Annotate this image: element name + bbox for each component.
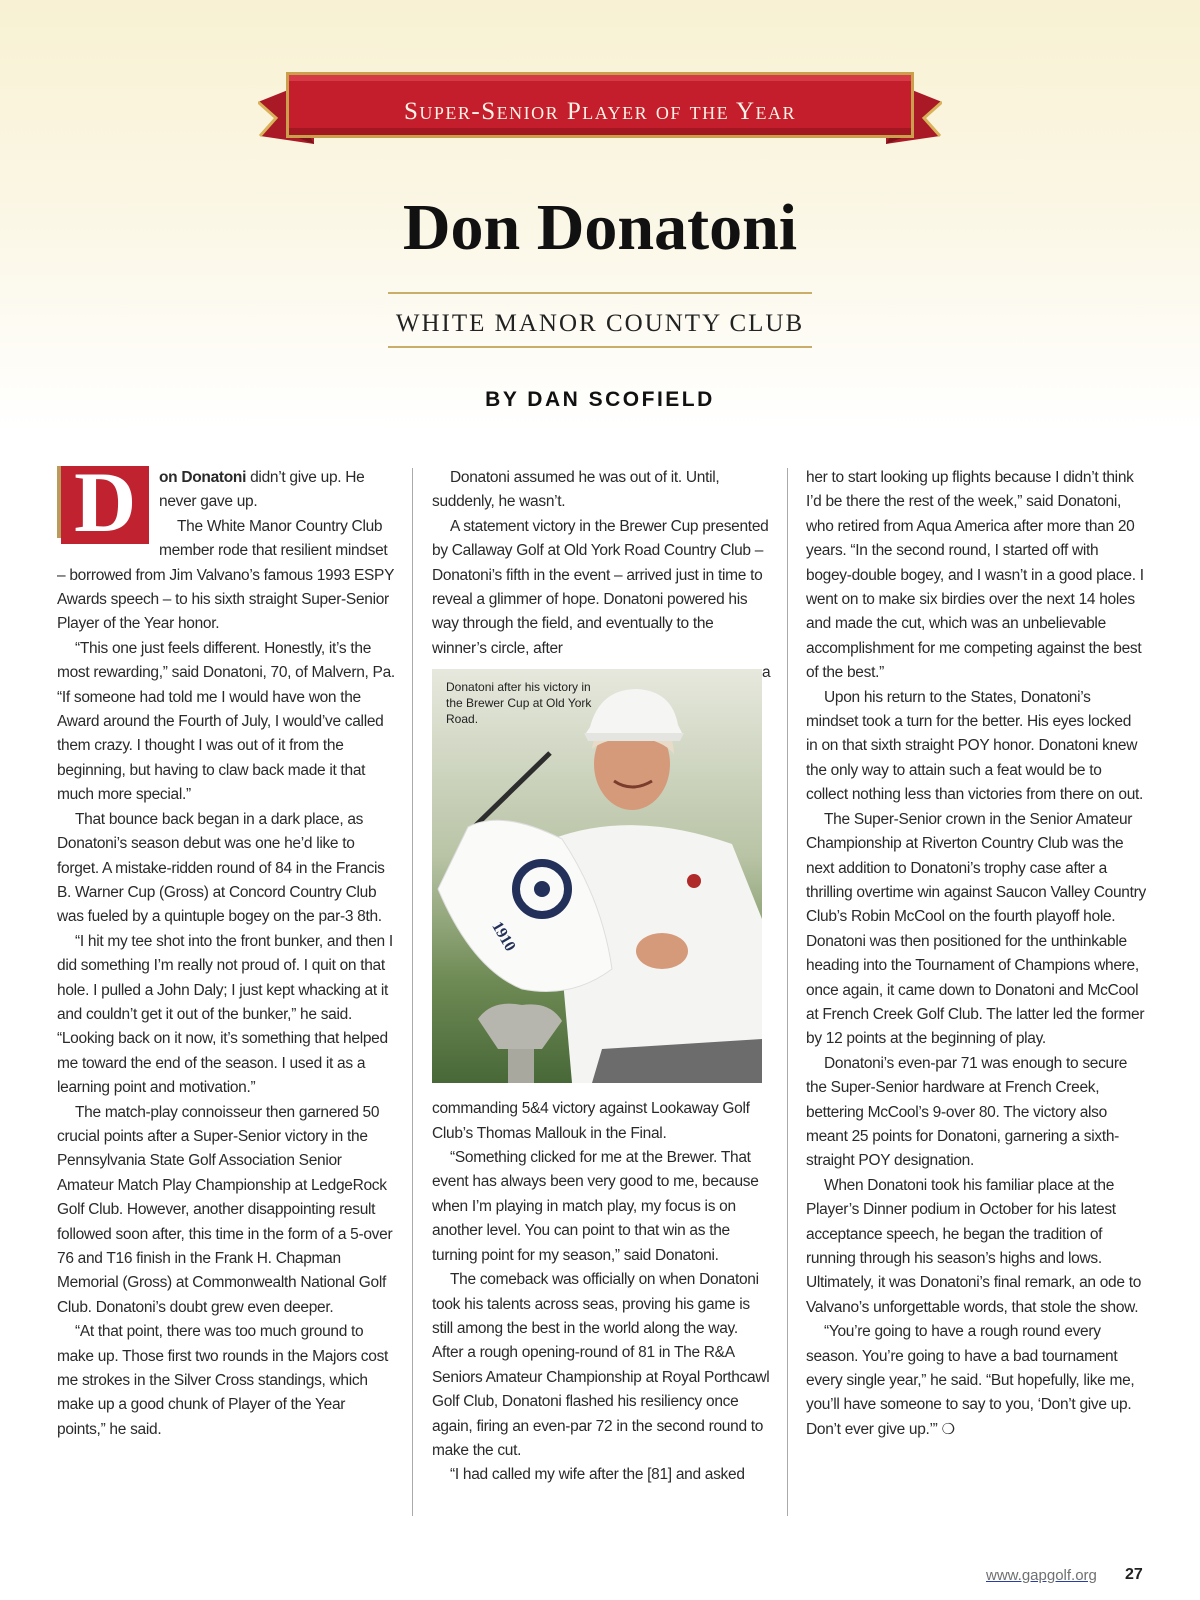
byline: BY DAN SCOFIELD xyxy=(485,388,715,411)
article-column-2 xyxy=(432,466,772,1516)
lead-name: on Donatoni xyxy=(159,469,247,486)
paragraph: Donatoni’s even-par 71 was enough to secure the Super-Senior hardware at French Creek, bettering McCool’s 9-over 80. The victory also meant 25 points for Donatoni, garnering a sixth-straight POY designation. xyxy=(806,1054,1128,1170)
paragraph: “At that point, there was too much ground to make up. Those first two rounds in the Majors cost me strokes in the Silver Cross standings, which make up a good chunk of Player of the Year points,” he said. xyxy=(57,1323,389,1438)
paragraph: “You’re going to have a rough round every season. You’re going to have a bad tournament every single year,” he said. “But hopefully, like me, you’ll have someone to say to you, ‘Don’t give up. Don’t ever give up.’” ❍ xyxy=(806,1323,1135,1438)
paragraph: “This one just feels different. Honestly, it’s the most rewarding,” said Donatoni, 70, of Malvern, Pa. “If someone had told me I would have won the Award around the Fourth of July, I would’ve called them crazy. I thought I was out of it from the beginning, but having to claw back made it that much more special.” xyxy=(57,639,395,804)
photo-caption: Donatoni after his victory in the Brewer Cup at Old York Road. xyxy=(446,680,592,727)
column-divider xyxy=(412,468,413,1516)
page-number: 27 xyxy=(1125,1566,1143,1583)
paragraph: Upon his return to the States, Donatoni’s mindset took a turn for the better. His eyes locked in on that sixth straight POY honor. Donatoni knew the only way to attain such a feat would be to collect nothing less than victories from there on out. xyxy=(806,688,1144,804)
article-column-3 xyxy=(806,466,1146,1516)
paragraph: The White Manor Country Club member rode that resilient mindset – borrowed from Jim Valvano’s famous 1993 ESPY Awards speech – to his sixth straight Super-Senior Player of the Year honor. xyxy=(57,517,394,633)
paragraph: That bounce back began in a dark place, as Donatoni’s season debut was one he’d like to forget. A mistake-ridden round of 84 in the Francis B. Warner Cup (Gross) at Concord Country Club was fueled by a quintuple bogey on the par-3 8th. xyxy=(57,810,385,926)
article-column-1 xyxy=(57,466,395,1516)
article-title: Don Donatoni xyxy=(402,191,798,264)
drop-cap-letter: D xyxy=(61,466,149,544)
flag-year: 1910 xyxy=(488,919,519,955)
paragraph: A statement victory in the Brewer Cup presented by Callaway Golf at Old York Road Country Club – Donatoni’s fifth in the event – arrived just in time to reveal a glimmer of hope. Donatoni powered his way through the field, and eventually to the winner’s circle, after xyxy=(432,517,769,657)
paragraph: When Donatoni took his familiar place at the Player’s Dinner podium in October for his latest acceptance speech, he began the tradition of running through his season’s highs and lows. Ultimately, it was Donatoni’s final remark, an ode to Valvano’s unforgettable words, that stole the show. xyxy=(806,1176,1142,1316)
paragraph-with-photo xyxy=(432,515,772,1146)
title-divider-bottom xyxy=(388,346,812,348)
paragraph: The comeback was officially on when Donatoni took his talents across seas, proving his game is still among the best in the world along the way. After a rough opening-round of 81 in The R&A Seniors Amateur Championship at Royal Porthcawl Golf Club, Donatoni flashed his resiliency once again, firing an even-par 72 in the second round to make the cut. xyxy=(432,1271,770,1459)
photo-illustration xyxy=(432,669,762,1083)
paragraph: on Donatoni didn’t give up. He never gave up. xyxy=(159,469,365,511)
paragraph: “Something clicked for me at the Brewer. That event has always been very good to me, because when I’m playing in match play, my focus is on another level. You can point to that win as the turning point for my season,” said Donatoni. xyxy=(432,1149,759,1264)
paragraph: The Super-Senior crown in the Senior Amateur Championship at Riverton Country Club was the next addition to Donatoni’s trophy case after a thrilling overtime win against Saucon Valley Country Club’s Robin McCool on the fourth playoff hole. Donatoni was then positioned for the unthinkable heading into the Tournament of Champions where, once again, it came down to Donatoni and McCool at French Creek Golf Club. The latter led the former by 12 points at the beginning of play. xyxy=(806,810,1146,1048)
paragraph: Donatoni assumed he was out of it. Until, suddenly, he wasn’t. xyxy=(432,469,720,511)
website-link[interactable]: www.gapgolf.org xyxy=(986,1567,1097,1584)
drop-cap xyxy=(57,466,151,550)
title-banner xyxy=(258,70,942,166)
paragraph: a commanding 5&4 victory against Lookaway Golf Club’s Thomas Mallouk in the Final. xyxy=(432,664,771,1142)
paragraph: The match-play connoisseur then garnered 50 crucial points after a Super-Senior victory in the Pennsylvania State Golf Association Senior Amateur Match Play Championship at LedgeRock Golf Club. However, another disappointing result followed soon after, this time in the form of a 5-over 76 and T16 finish in the Frank H. Chapman Memorial (Gross) at Commonwealth National Golf Club. Donatoni’s doubt grew even deeper. xyxy=(57,1103,393,1316)
end-mark-icon: ❍ xyxy=(941,1420,955,1438)
paragraph: “I hit my tee shot into the front bunker, and then I did something I’m really not proud of. I quit on that hole. I pulled a John Daly; I just kept whacking at it and couldn’t get it out of the bunker,” he said. “Looking back on it now, it’s something that helped me toward the end of the season. I used it as a learning point and motivation.” xyxy=(57,932,393,1097)
photo xyxy=(432,669,762,1083)
paragraph: her to start looking up flights because I didn’t think I’d be there the rest of the week,” said Donatoni, who retired from Aqua America after more than 20 years. “In the second round, I started off with bogey-double bogey, and I wasn’t in a good place. I went on to make six birdies over the next 14 holes and made the cut, which was an unbelievable accomplishment for me competing against the best of the best.” xyxy=(806,469,1144,682)
paragraph: “I had called my wife after the [81] and asked xyxy=(450,1466,745,1484)
column-divider xyxy=(787,468,788,1516)
title-divider-top xyxy=(388,292,812,294)
banner-label: Super-Senior Player of the Year xyxy=(403,98,796,125)
club-name: WHITE MANOR COUNTY CLUB xyxy=(395,310,805,337)
